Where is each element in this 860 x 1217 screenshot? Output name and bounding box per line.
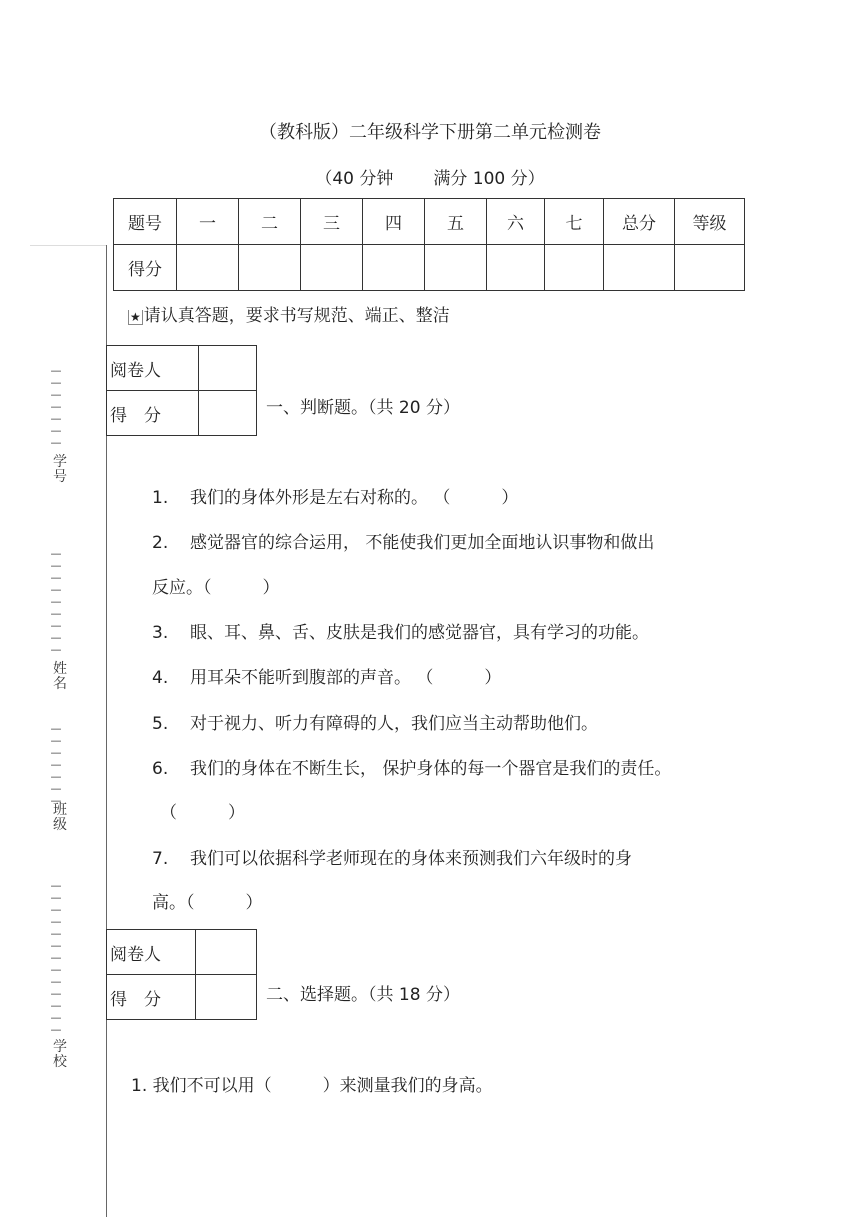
question-6-continued: （ ）	[160, 803, 245, 823]
score-cell-blank[interactable]	[604, 245, 675, 291]
score-header-cell: 七	[545, 199, 604, 245]
side-label-name: 姓名	[53, 661, 67, 692]
score-header-cell: 三	[301, 199, 363, 245]
grader-reviewer-blank[interactable]	[199, 346, 257, 391]
score-header-cell: 四	[363, 199, 425, 245]
grader-score-blank[interactable]	[199, 391, 257, 436]
choice-question-1: 1. 我们不可以用（ ）来测量我们的身高。	[131, 1076, 493, 1096]
score-table	[113, 198, 745, 291]
score-header-cell: 一	[177, 199, 239, 245]
score-row-label: 得分	[114, 245, 177, 291]
blank-line-name: — — — — — — — — —	[50, 547, 62, 656]
blank-line-student-id: — — — — — — —	[50, 364, 62, 449]
grader-reviewer-label: 阅卷人	[107, 346, 199, 391]
grader-reviewer-blank[interactable]	[196, 930, 257, 975]
score-cell-blank[interactable]	[487, 245, 545, 291]
score-header-cell: 五	[425, 199, 487, 245]
score-cell-blank[interactable]	[177, 245, 239, 291]
side-label-student-id: 学号	[53, 454, 67, 485]
score-header-cell: 二	[239, 199, 301, 245]
exam-duration: （40 分钟	[315, 169, 394, 189]
exam-info	[0, 164, 860, 189]
question-7: 7. 我们可以依据科学老师现在的身体来预测我们六年级时的身	[152, 849, 632, 869]
grader-box-section2	[106, 929, 257, 1020]
grader-box-section1	[106, 345, 257, 436]
star-icon: ★	[130, 310, 141, 324]
blank-line-class: — — — — — — —	[50, 722, 62, 807]
score-cell-blank[interactable]	[239, 245, 301, 291]
grader-score-label: 得 分	[107, 975, 196, 1020]
question-5: 5. 对于视力、听力有障碍的人，我们应当主动帮助他们。	[152, 714, 598, 734]
question-7-continued: 高。（ ）	[152, 893, 263, 913]
question-6: 6. 我们的身体在不断生长， 保护身体的每一个器官是我们的责任。	[152, 759, 672, 779]
page-title: （教科版）二年级科学下册第二单元检测卷	[259, 122, 601, 143]
exam-full-score: 满分 100 分）	[433, 169, 545, 189]
score-cell-blank[interactable]	[363, 245, 425, 291]
section1-title: 一、判断题。（共 20 分）	[266, 398, 460, 418]
section2-title: 二、选择题。（共 18 分）	[266, 985, 460, 1005]
grader-reviewer-label: 阅卷人	[107, 930, 196, 975]
score-header-cell: 等级	[675, 199, 745, 245]
question-4: 4. 用耳朵不能听到腹部的声音。 （ ）	[152, 668, 502, 688]
grader-score-blank[interactable]	[196, 975, 257, 1020]
score-cell-blank[interactable]	[675, 245, 745, 291]
question-2: 2. 感觉器官的综合运用， 不能使我们更加全面地认识事物和做出	[152, 533, 655, 553]
question-1: 1. 我们的身体外形是左右对称的。 （ ）	[152, 488, 519, 508]
side-label-school: 学校	[53, 1039, 67, 1070]
score-table-score-row	[114, 245, 745, 291]
exam-notice	[128, 301, 450, 326]
question-3: 3. 眼、耳、鼻、舌、皮肤是我们的感觉器官，具有学习的功能。	[152, 623, 649, 643]
score-header-cell: 六	[487, 199, 545, 245]
score-cell-blank[interactable]	[425, 245, 487, 291]
grader-score-label: 得 分	[107, 391, 199, 436]
side-label-class: 班级	[53, 802, 67, 833]
notice-text: 请认真答题，要求书写规范、端正、整洁	[143, 306, 450, 326]
score-header-cell: 总分	[604, 199, 675, 245]
binding-margin-top-line	[30, 245, 106, 246]
blank-line-school: — — — — — — — — — — — — —	[50, 879, 62, 1036]
score-header-cell: 题号	[114, 199, 177, 245]
score-cell-blank[interactable]	[545, 245, 604, 291]
question-2-continued: 反应。（ ）	[152, 578, 280, 598]
score-cell-blank[interactable]	[301, 245, 363, 291]
score-table-header-row	[114, 199, 745, 245]
